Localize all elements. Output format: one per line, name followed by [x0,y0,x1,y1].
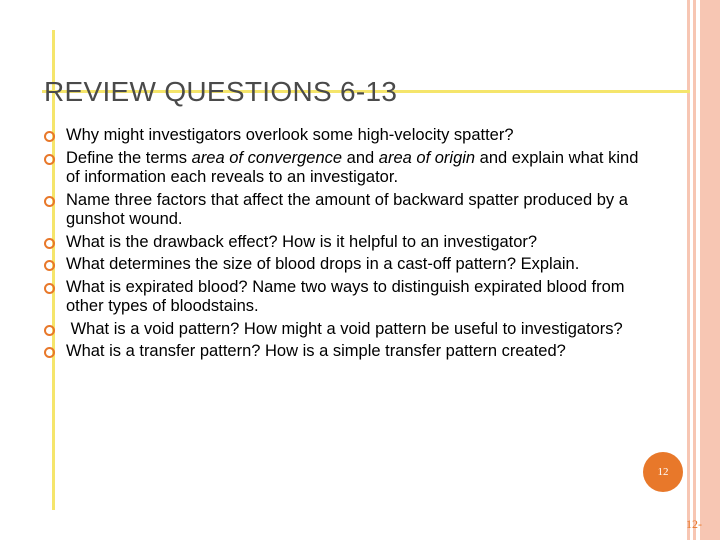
bullet-icon [44,196,55,207]
list-item [44,278,644,317]
bullet-icon [44,154,55,165]
question-list [44,126,644,365]
list-item [44,342,644,362]
question-text-pre: Define the terms [66,148,192,167]
question-text: What is the drawback effect? How is it helpful to an investigator? [66,232,538,251]
question-text: What is a void pattern? How might a void pattern be useful to investigators? [66,319,623,338]
list-item [44,233,644,253]
list-item [44,191,644,230]
list-item [44,255,644,275]
question-text: What determines the size of blood drops in a cast-off pattern? Explain. [66,255,580,273]
page-number-badge [643,452,683,492]
footer-number: 12- [686,517,702,531]
page-number: 12 [657,466,669,478]
edge-decoration [684,0,720,540]
term-area-of-convergence: area of convergence [191,148,343,167]
question-text: Name three factors that affect the amount of backward spatter produced by a gunshot wound. [66,190,628,228]
question-text: What is expirated blood? Name two ways to distinguish expirated blood from other types of bloodstains. [66,277,625,315]
bullet-icon [44,131,55,142]
bullet-icon [44,347,55,358]
question-text: Why might investigators overlook some high-velocity spatter? [66,126,514,144]
bullet-icon [44,325,55,336]
list-item [44,149,644,188]
question-text-mid: and [342,148,379,167]
bullet-icon [44,238,55,249]
list-item [44,126,644,146]
question-text-post: and explain what kind of information each reveals to an investigator. [66,148,639,186]
bullet-icon [44,260,55,271]
question-text: What is a transfer pattern? How is a simple transfer pattern created? [66,342,566,360]
slide-title: REVIEW QUESTIONS 6-13 [44,76,398,107]
term-area-of-origin: area of origin [378,148,476,167]
bullet-icon [44,283,55,294]
list-item [44,320,644,340]
